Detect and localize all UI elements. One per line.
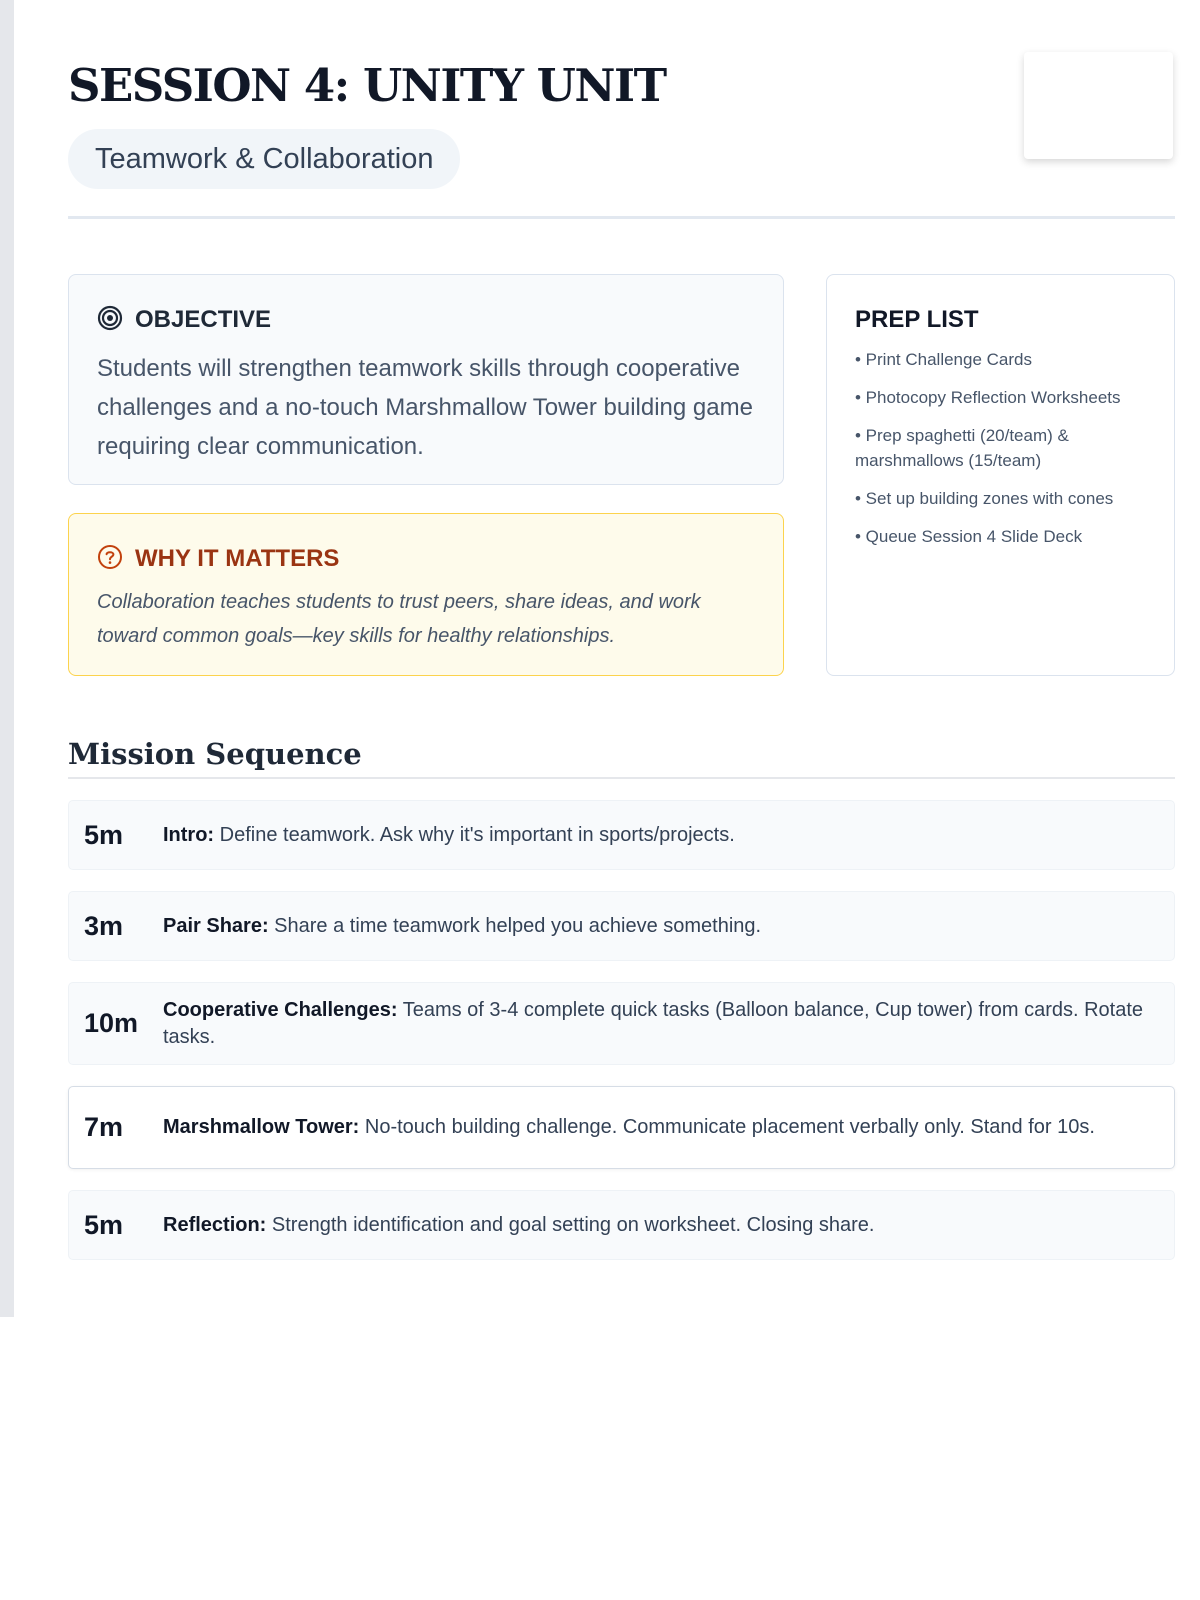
section-divider (68, 777, 1175, 779)
why-text: Collaboration teaches students to trust peers, share ideas, and work toward common goals—key skills for healthy relationships. (97, 591, 701, 647)
step-duration: 10m (84, 1008, 139, 1038)
sequence-step-intro (68, 800, 1175, 870)
step-label: Reflection: (163, 1213, 267, 1236)
step-duration: 7m (84, 1112, 124, 1142)
prep-item: • Prep spaghetti (20/team) & marshmallows (15/team) (855, 426, 1069, 470)
sequence-step-reflection (68, 1190, 1175, 1260)
sequence-step-marshmallow-tower (68, 1086, 1175, 1169)
prep-list-card (826, 274, 1175, 676)
left-edge-strip (0, 0, 14, 1317)
step-description (163, 822, 1174, 849)
step-description (163, 913, 1174, 940)
step-description (163, 997, 1174, 1051)
sequence-step-cooperative-challenges (68, 982, 1175, 1065)
step-duration: 3m (84, 910, 124, 941)
question-circle-icon (97, 544, 123, 575)
theme-badge: Teamwork & Collaboration (68, 129, 460, 189)
step-detail: Teams of 3-4 complete quick tasks (Balloon balance, Cup tower) from cards. Rotate tasks. (163, 998, 1144, 1048)
objective-text: Students will strengthen teamwork skills through cooperative challenges and a no-touch Marshmallow Tower building game requiring clear communication. (97, 355, 753, 460)
step-detail: Define teamwork. Ask why it's important in sports/projects. (214, 823, 735, 846)
step-detail: No-touch building challenge. Communicate placement verbally only. Stand for 10s. (359, 1116, 1095, 1138)
step-label: Pair Share: (163, 914, 269, 937)
prep-item: • Print Challenge Cards (855, 350, 1032, 369)
prep-list (855, 347, 1154, 549)
step-label: Intro: (163, 823, 215, 846)
target-icon (97, 305, 123, 336)
sequence-step-pair-share (68, 891, 1175, 961)
why-label: WHY IT MATTERS (135, 545, 340, 572)
step-duration: 5m (84, 819, 124, 850)
step-detail: Share a time teamwork helped you achieve something. (268, 914, 762, 937)
prep-item: • Queue Session 4 Slide Deck (855, 527, 1083, 546)
prep-item: • Photocopy Reflection Worksheets (855, 388, 1121, 407)
lesson-sheet (14, 0, 1200, 1317)
objective-heading (97, 303, 755, 337)
page-title: SESSION 4: UNITY UNIT (68, 59, 666, 112)
step-duration: 5m (84, 1209, 124, 1240)
logo-placeholder (1024, 52, 1173, 159)
mission-sequence-title: Mission Sequence (68, 737, 362, 771)
why-heading (97, 542, 755, 576)
why-it-matters-card (68, 513, 784, 676)
step-description (163, 1212, 1174, 1239)
step-label: Cooperative Challenges: (163, 998, 398, 1021)
step-description (163, 1114, 1174, 1141)
prep-item: • Set up building zones with cones (855, 489, 1114, 508)
objective-card (68, 274, 784, 485)
objective-label: OBJECTIVE (135, 306, 272, 333)
step-detail: Strength identification and goal setting on worksheet. Closing share. (266, 1213, 875, 1236)
prep-list-title: PREP LIST (855, 306, 979, 333)
header-divider (68, 216, 1175, 219)
step-label: Marshmallow Tower: (163, 1116, 360, 1138)
